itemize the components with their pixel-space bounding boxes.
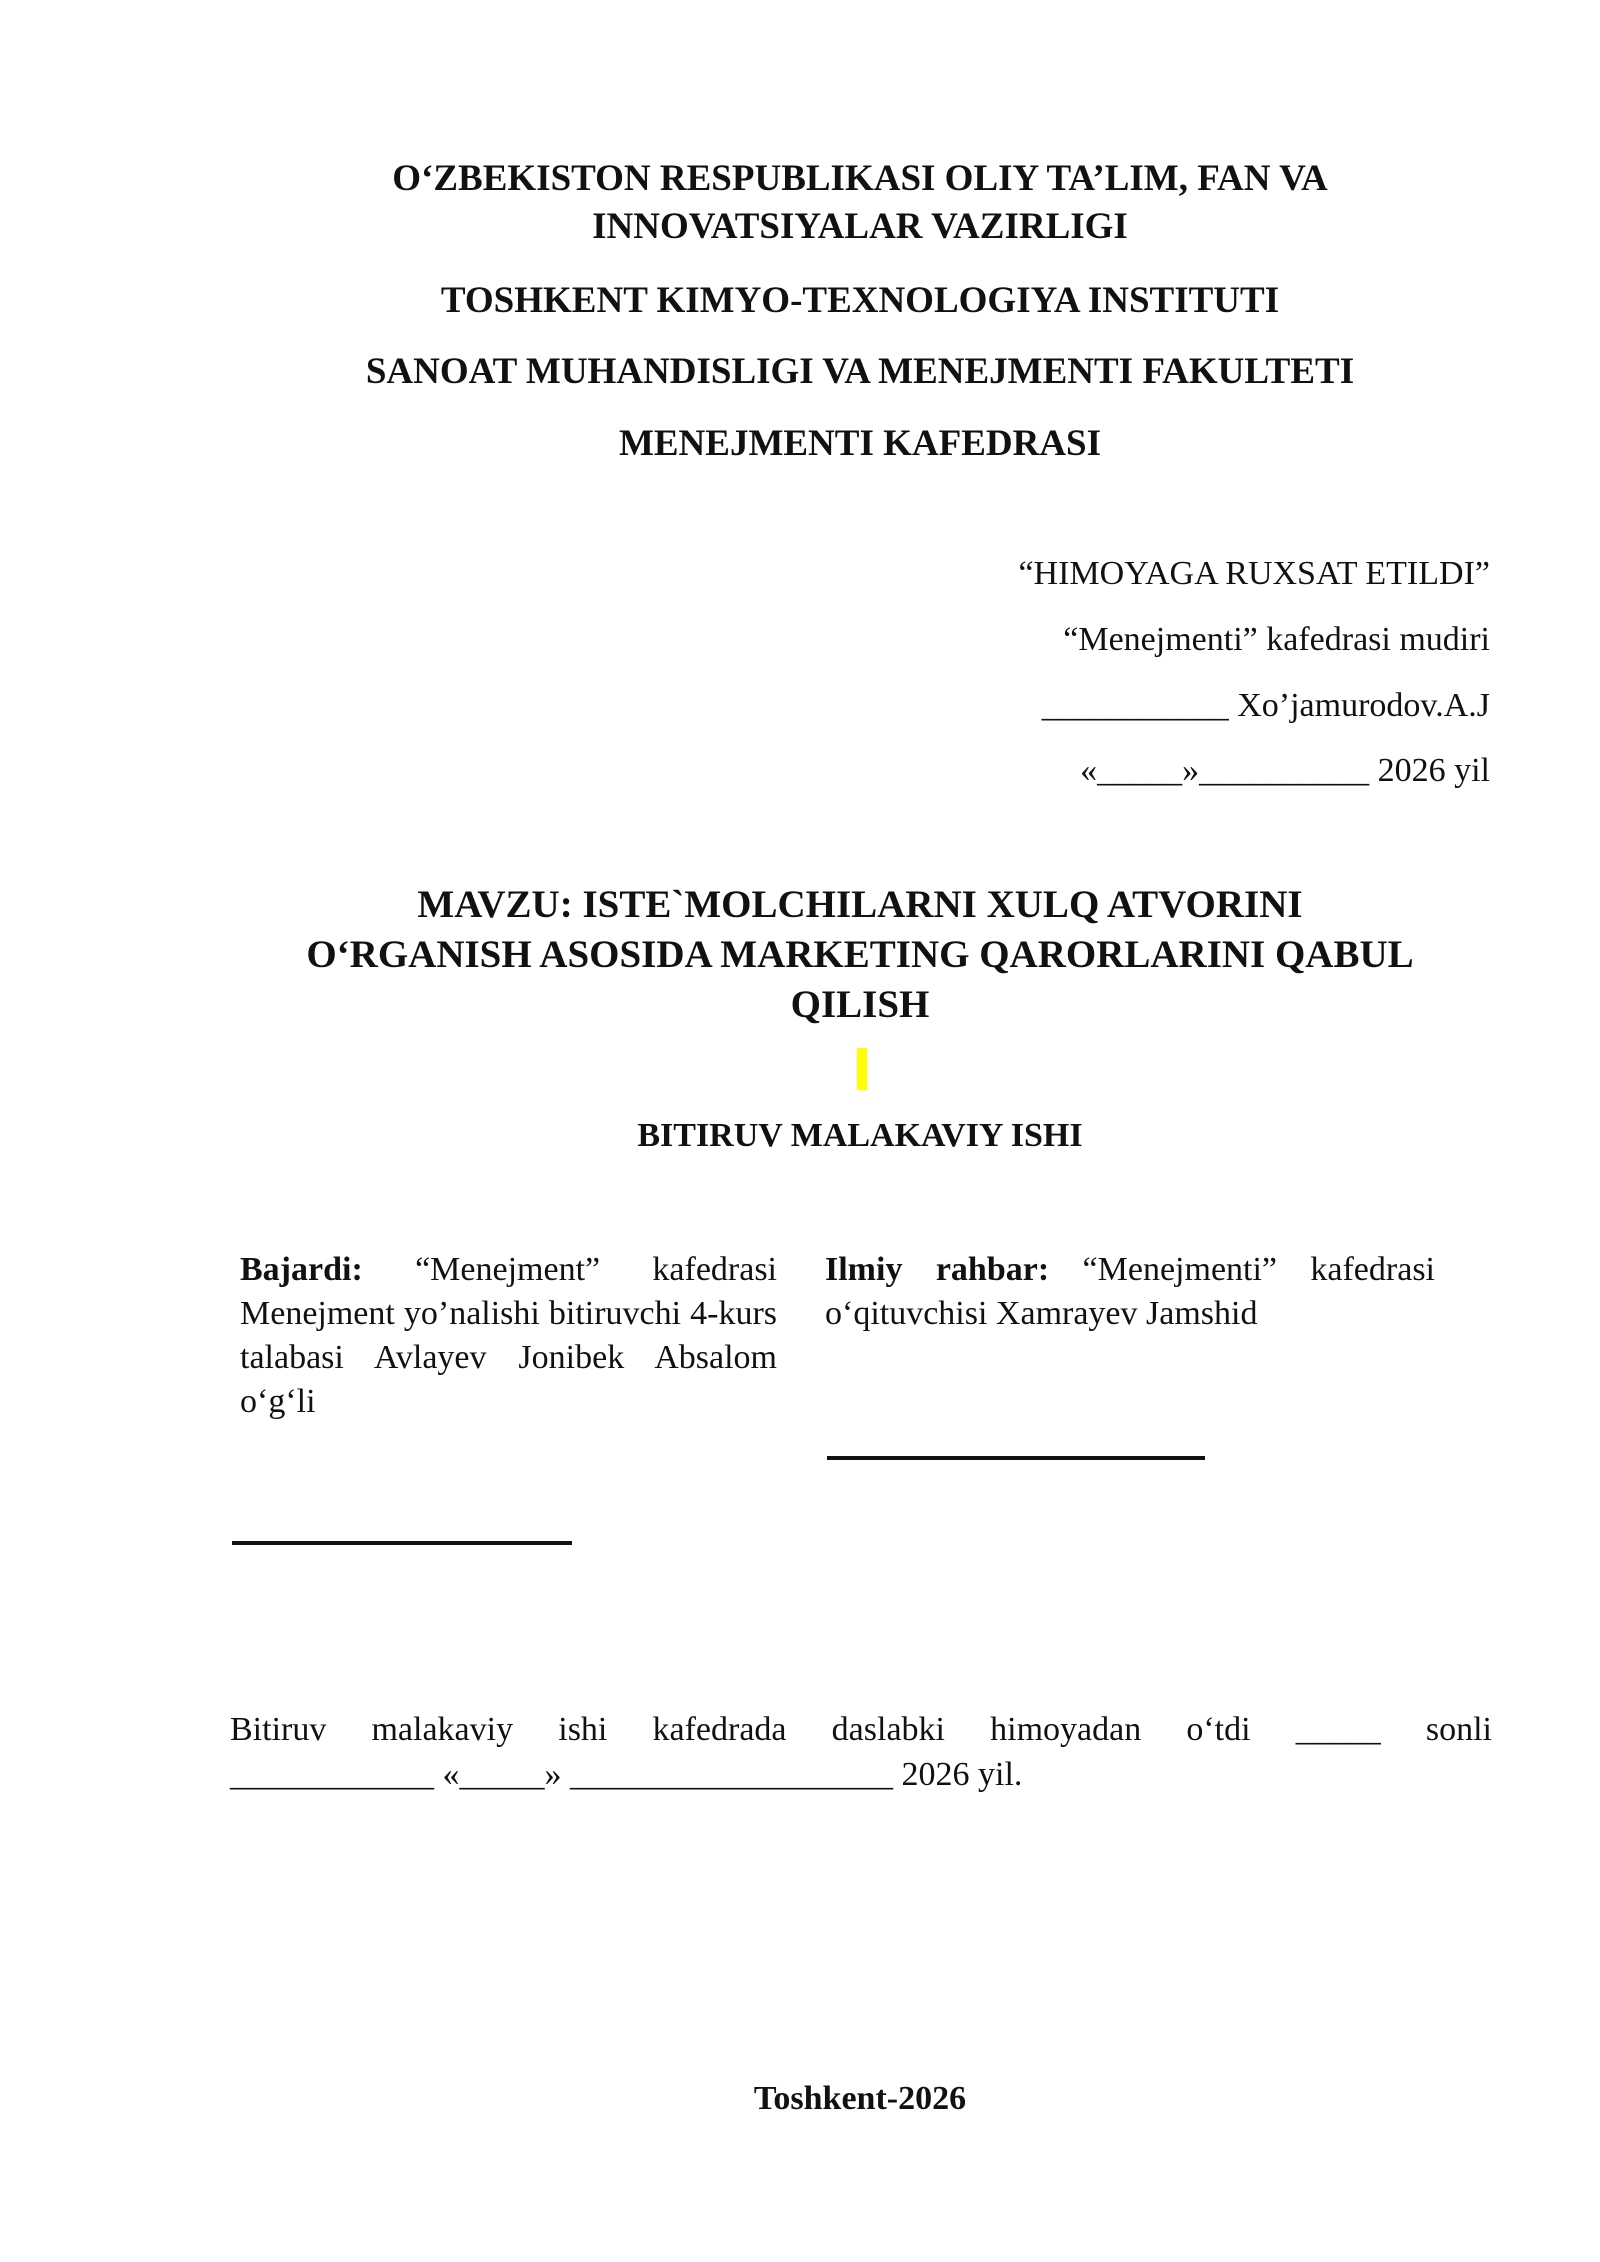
approval-date-line: «_____»__________ 2026 yil <box>1080 752 1490 789</box>
defense-word: Bitiruv <box>230 1711 327 1748</box>
ministry-line-2: INNOVATSIYALAR VAZIRLIGI <box>592 206 1128 247</box>
approval-signature-line: ___________ Xo’jamurodov.A.J <box>1041 687 1490 724</box>
author-label: Bajardi: <box>240 1251 363 1288</box>
defense-note-line-2: ____________ «_____» ___________________ 2026 yil. <box>230 1756 1023 1793</box>
supervisor-text: “Menejmenti” kafedrasi o‘qituvchisi Xamrayev Jamshid <box>825 1251 1435 1332</box>
topic-line-1: MAVZU: ISTE`MOLCHILARNI XULQ ATVORINI <box>417 883 1303 926</box>
defense-word: himoyadan <box>990 1711 1142 1748</box>
defense-blank: _____ <box>1295 1711 1381 1748</box>
institute-heading: TOSHKENT KIMYO-TEXNOLOGIYA INSTITUTI <box>440 280 1280 321</box>
ministry-line-1: O‘ZBEKISTON RESPUBLIKASI OLIY TA’LIM, FAN VA <box>392 158 1328 199</box>
city-year: Toshkent-2026 <box>753 2080 967 2117</box>
topic-line-3: QILISH <box>790 983 930 1026</box>
faculty-heading: SANOAT MUHANDISLIGI VA MENEJMENTI FAKULTETI <box>365 351 1355 392</box>
defense-word: daslabki <box>831 1711 945 1748</box>
defense-word: o‘tdi <box>1186 1711 1251 1748</box>
ministry-heading <box>230 155 1490 251</box>
department-heading: MENEJMENTI KAFEDRASI <box>618 423 1102 464</box>
defense-word: malakaviy <box>371 1711 514 1748</box>
topic-title <box>230 880 1490 1030</box>
author-block <box>240 1248 777 1424</box>
topic-line-2: O‘RGANISH ASOSIDA MARKETING QARORLARINI QABUL <box>306 933 1414 976</box>
defense-word: sonli <box>1425 1711 1492 1748</box>
author-signature-line <box>232 1541 572 1545</box>
document-type-title: BITIRUV MALAKAVIY ISHI <box>637 1117 1083 1154</box>
approval-position: “Menejmenti” kafedrasi mudiri <box>1063 621 1490 658</box>
defense-note <box>230 1707 1492 1797</box>
author-text: “Menejment” kafedrasi Menejment yo’nalishi bitiruvchi 4-kurs talabasi Avlayev Jonibek Absalom o‘g‘li <box>240 1251 777 1420</box>
supervisor-block <box>825 1248 1435 1336</box>
supervisor-signature-line <box>827 1456 1205 1460</box>
highlight-mark <box>857 1048 867 1090</box>
defense-word: ishi <box>558 1711 608 1748</box>
supervisor-label: Ilmiy rahbar: <box>825 1251 1050 1288</box>
approval-title: “HIMOYAGA RUXSAT ETILDI” <box>1018 555 1490 592</box>
defense-word: kafedrada <box>652 1711 787 1748</box>
defense-note-line-1 <box>230 1707 1492 1752</box>
